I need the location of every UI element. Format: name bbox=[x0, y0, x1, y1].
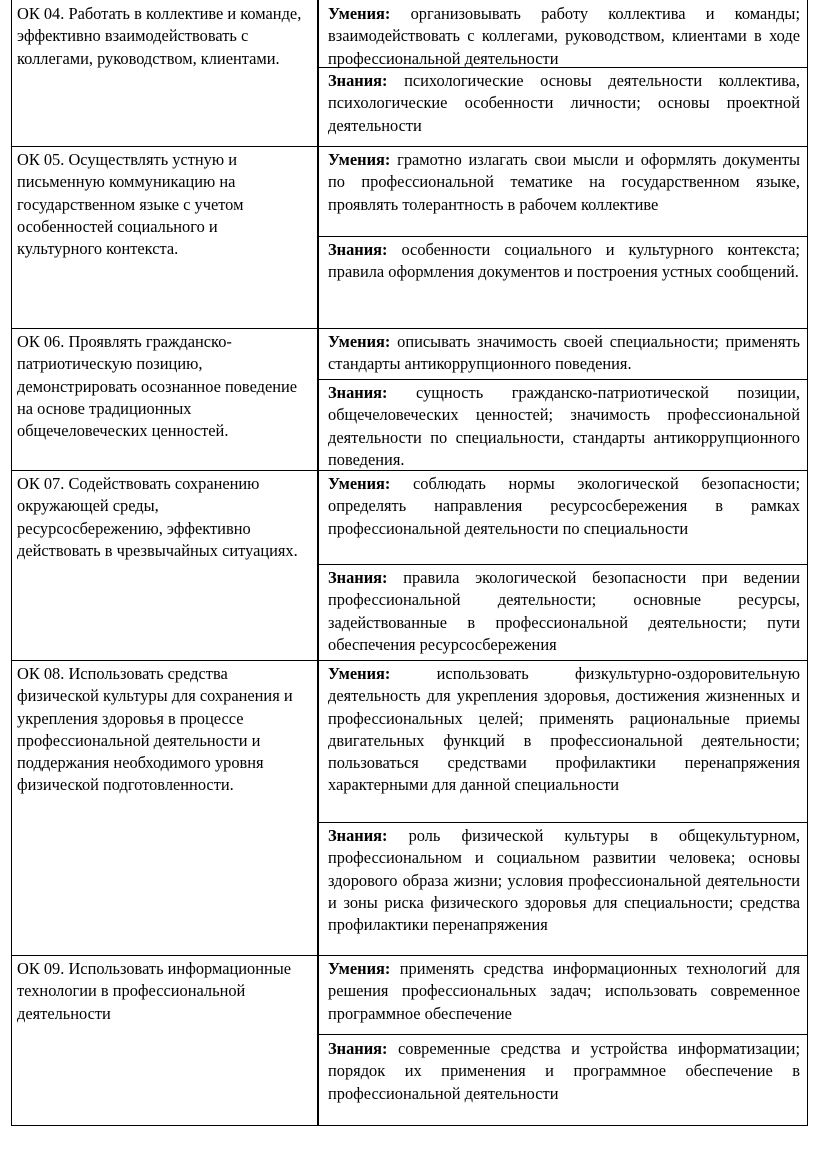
skills-cell bbox=[319, 0, 808, 67]
competence-cell: ОК 05. Осуществлять устную и письменную коммуникацию на государственном языке с учетом особенностей социального и культурного контекста. bbox=[17, 150, 244, 259]
knowledge-cell bbox=[319, 67, 808, 146]
knowledge-label: Знания: bbox=[328, 1039, 398, 1058]
knowledge-label: Знания: bbox=[328, 71, 405, 90]
skills-text: организовывать работу коллектива и команды; взаимодействовать с коллегами, руководством, клиентами в ходе профессиональной деятельности bbox=[328, 4, 801, 68]
skills-cell bbox=[319, 146, 808, 236]
knowledge-text: психологические основы деятельности коллектива, психологические особенности личности; основы проектной деятельности bbox=[328, 71, 800, 135]
knowledge-cell bbox=[319, 379, 808, 470]
knowledge-cell bbox=[319, 236, 808, 328]
skills-cell bbox=[319, 955, 808, 1034]
knowledge-label: Знания: bbox=[328, 826, 409, 845]
competencies-table bbox=[11, 0, 808, 1126]
knowledge-label: Знания: bbox=[328, 240, 402, 259]
skills-label: Умения: bbox=[328, 474, 413, 493]
skills-cell bbox=[319, 470, 808, 564]
skills-cell bbox=[319, 328, 808, 379]
knowledge-label: Знания: bbox=[328, 568, 404, 587]
skills-label: Умения: bbox=[328, 959, 400, 978]
skills-label: Умения: bbox=[328, 664, 437, 683]
skills-label: Умения: bbox=[328, 150, 398, 169]
skills-cell bbox=[319, 660, 808, 822]
skills-text: грамотно излагать свои мысли и оформлять документы по профессиональной тематике на государственном языке, проявлять толерантность в рабочем коллективе bbox=[328, 150, 800, 214]
table-border bbox=[11, 1125, 808, 1126]
skills-label: Умения: bbox=[328, 332, 398, 351]
competence-cell: ОК 07. Содействовать сохранению окружающей среды, ресурсосбережению, эффективно действовать в чрезвычайных ситуациях. bbox=[17, 474, 298, 560]
knowledge-cell bbox=[319, 1034, 808, 1125]
competence-cell: ОК 06. Проявлять гражданско-патриотическую позицию, демонстрировать осознанное поведение на основе традиционных общечеловеческих ценностей. bbox=[17, 332, 298, 441]
knowledge-text: роль физической культуры в общекультурном, профессиональном и социальном развитии человека; основы здорового образа жизни; условия профессиональной деятельности и зоны риска физического здоровья для специальности; средства профилактики перенапряжения bbox=[328, 826, 800, 935]
knowledge-label: Знания: bbox=[328, 383, 417, 402]
skills-text: использовать физкультурно-оздоровительную деятельность для укрепления здоровья, достижения жизненных и профессиональных целей; применять рациональные приемы двигательных функций в профессиональной деятельности; пользоваться средствами профилактики перенапряжения характерными для данной специальности bbox=[328, 664, 800, 795]
competence-cell: ОК 09. Использовать информационные технологии в профессиональной деятельности bbox=[17, 959, 292, 1023]
competence-cell: ОК 04. Работать в коллективе и команде, эффективно взаимодействовать с коллегами, руководством, клиентами. bbox=[17, 4, 302, 68]
knowledge-text: правила экологической безопасности при ведении профессиональной деятельности; основные ресурсы, задействованные в профессиональной деятельности; пути обеспечения ресурсосбережения bbox=[328, 568, 801, 654]
knowledge-text: сущность гражданско-патриотической позиции, общечеловеческих ценностей; значимость профессиональной деятельности по специальности, стандарты антикоррупционного поведения. bbox=[328, 383, 800, 469]
knowledge-text: особенности социального и культурного контекста; правила оформления документов и построения устных сообщений. bbox=[328, 240, 800, 282]
skills-label: Умения: bbox=[328, 4, 411, 23]
competence-cell: ОК 08. Использовать средства физической культуры для сохранения и укрепления здоровья в процессе профессиональной деятельности и поддержания необходимого уровня физической подготовленности. bbox=[17, 664, 293, 795]
knowledge-cell bbox=[319, 564, 808, 660]
knowledge-cell bbox=[319, 822, 808, 955]
skills-text: соблюдать нормы экологической безопасности; определять направления ресурсосбережения в рамках профессиональной деятельности по специальности bbox=[328, 474, 801, 538]
knowledge-text: современные средства и устройства информатизации; порядок их применения и программное обеспечение в профессиональной деятельности bbox=[328, 1039, 801, 1103]
skills-text: описывать значимость своей специальности; применять стандарты антикоррупционного поведения. bbox=[328, 332, 800, 374]
skills-text: применять средства информационных технологий для решения профессиональных задач; использовать современное программное обеспечение bbox=[328, 959, 800, 1023]
